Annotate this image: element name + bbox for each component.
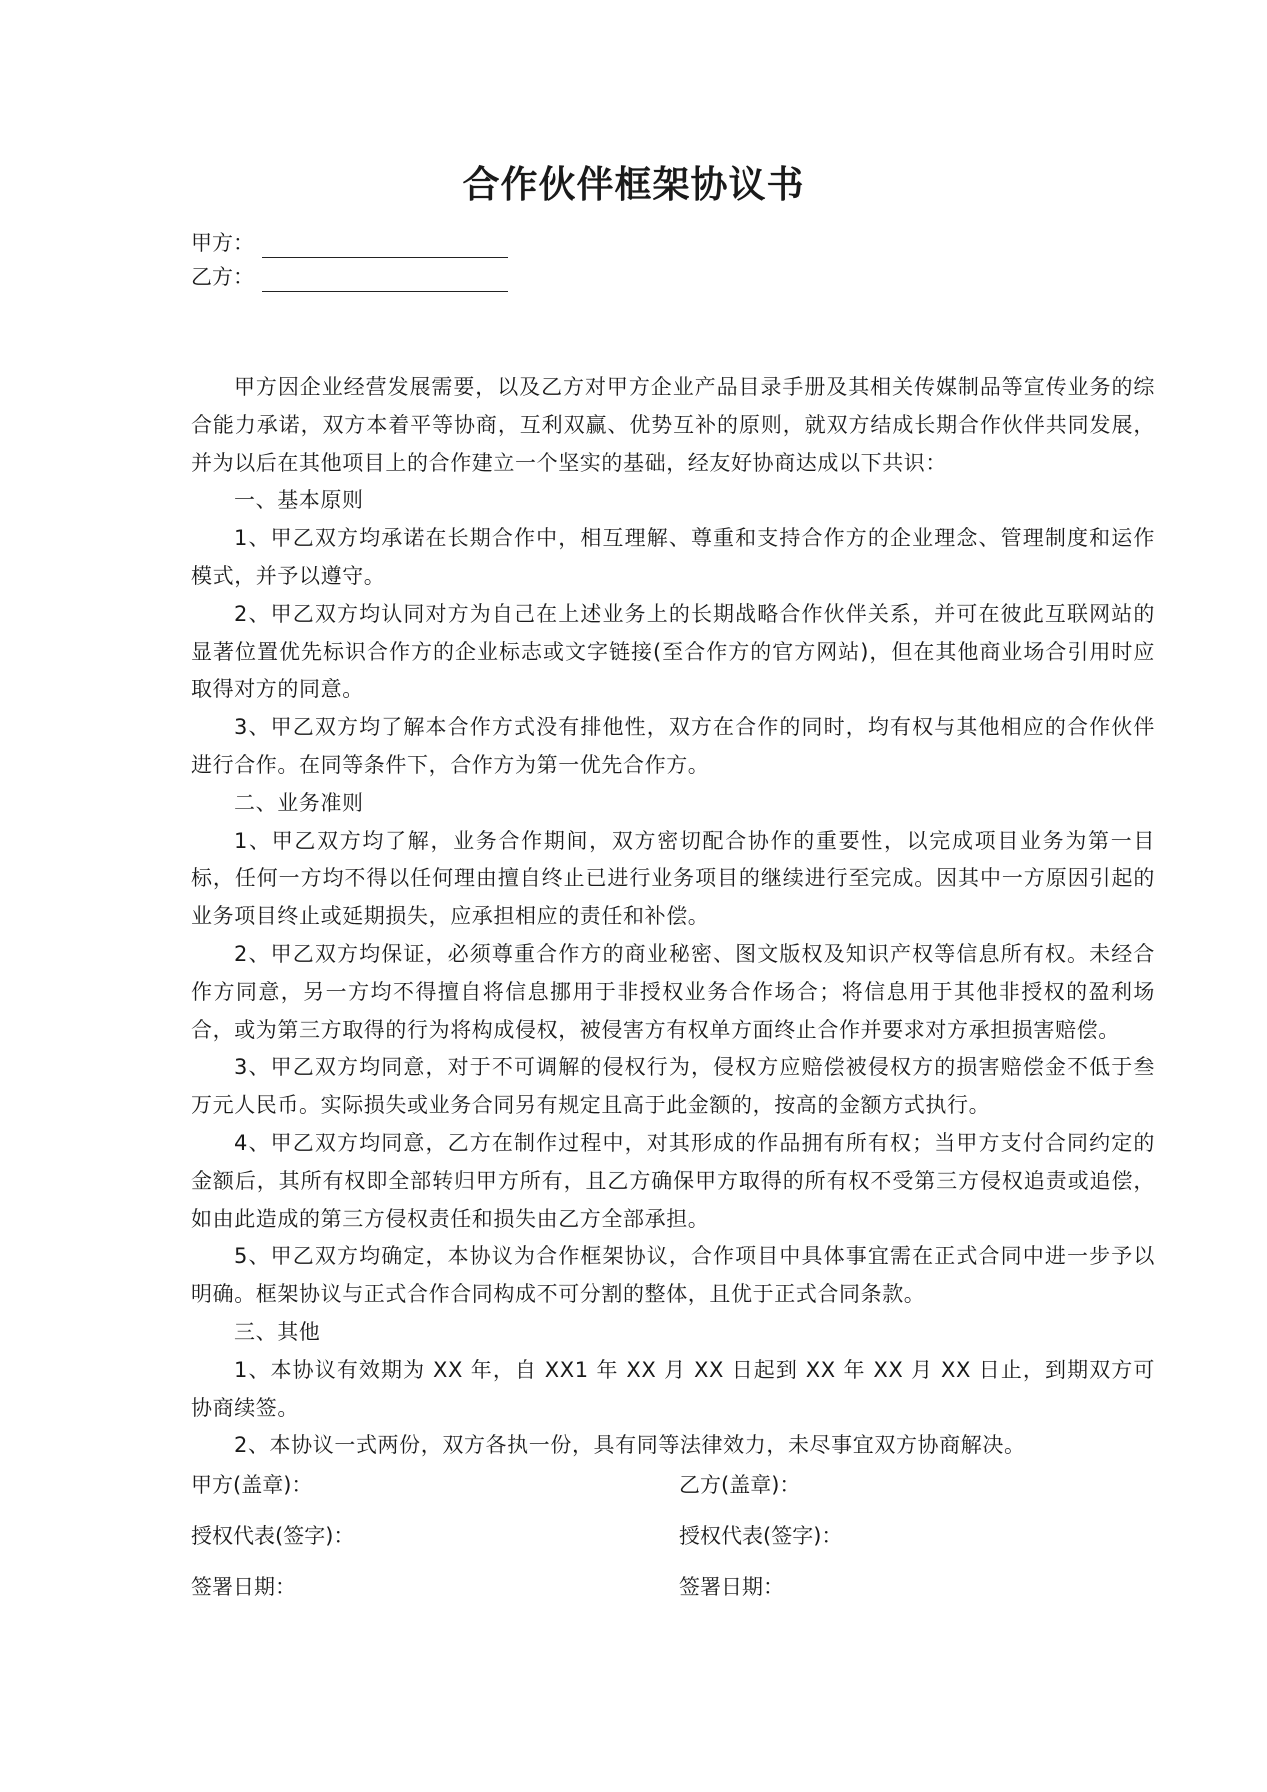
- clause-paragraph: 2、甲乙双方均认同对方为自己在上述业务上的长期战略合作伙伴关系，并可在彼此互联网站的显著位置优先标识合作方的企业标志或文字链接(至合作方的官方网站)，但在其他商业场合引用时应取得对方的同意。: [191, 601, 1155, 702]
- intro-paragraph: 甲方因企业经营发展需要，以及乙方对甲方企业产品目录手册及其相关传媒制品等宣传业务的综合能力承诺，双方本着平等协商，互利双赢、优势互补的原则，就双方结成长期合作伙伴共同发展，并为以后在其他项目上的合作建立一个坚实的基础，经友好协商达成以下共识：: [191, 375, 1155, 475]
- clause-paragraph: 5、甲乙双方均确定，本协议为合作框架协议，合作项目中具体事宜需在正式合同中进一步予以明确。框架协议与正式合作合同构成不可分割的整体，且优于正式合同条款。: [191, 1244, 1155, 1307]
- signature-block: [191, 1470, 1155, 1623]
- clause-paragraph: 2、甲乙双方均保证，必须尊重合作方的商业秘密、图文版权及知识产权等信息所有权。未经合作方同意，另一方均不得擅自将信息挪用于非授权业务合作场合；将信息用于其他非授权的盈利场合，或为第三方取得的行为将构成侵权，被侵害方有权单方面终止合作并要求对方承担损害赔偿。: [191, 941, 1155, 1042]
- party-b-rep-label: 授权代表(签字)：: [679, 1524, 843, 1548]
- party-a-seal-label: 甲方(盖章)：: [191, 1473, 313, 1497]
- party-b-seal-label: 乙方(盖章)：: [679, 1473, 801, 1497]
- agreement-body: [191, 369, 1155, 1465]
- clause-paragraph: 4、甲乙双方均同意，乙方在制作过程中，对其形成的作品拥有所有权；当甲方支付合同约定的金额后，其所有权即全部转归甲方所有，且乙方确保甲方取得的所有权不受第三方侵权追责或追偿，如由此造成的第三方侵权责任和损失由乙方全部承担。: [191, 1130, 1155, 1231]
- party-b-label: 乙方：: [191, 265, 254, 289]
- section-heading-basic-principles: 一、基本原则: [234, 488, 364, 513]
- party-a-rep-label: 授权代表(签字)：: [191, 1524, 355, 1548]
- clause-paragraph: 1、甲乙双方均承诺在长期合作中，相互理解、尊重和支持合作方的企业理念、管理制度和运作模式，并予以遵守。: [191, 526, 1155, 588]
- document-title: 合作伙伴框架协议书: [462, 163, 805, 206]
- party-a-label: 甲方：: [191, 231, 254, 255]
- clause-paragraph: 2、本协议一式两份，双方各执一份，具有同等法律效力，未尽事宜双方协商解决。: [234, 1433, 1026, 1458]
- section-heading-other: 三、其他: [234, 1319, 321, 1344]
- clause-paragraph: 1、本协议有效期为 XX 年，自 XX1 年 XX 月 XX 日起到 XX 年 XX 月 XX 日止，到期双方可协商续签。: [191, 1357, 1155, 1420]
- party-b-field: [191, 262, 508, 292]
- section-heading-business-rules: 二、业务准则: [234, 790, 364, 815]
- date-row: [191, 1572, 1155, 1623]
- clause-paragraph: 1、甲乙双方均了解，业务合作期间，双方密切配合协作的重要性，以完成项目业务为第一目标，任何一方均不得以任何理由擅自终止已进行业务项目的继续进行至完成。因其中一方原因引起的业务项目终止或延期损失，应承担相应的责任和补偿。: [191, 828, 1155, 929]
- representative-row: [191, 1521, 1155, 1572]
- party-b-blank-line: [262, 269, 508, 292]
- party-b-date-label: 签署日期：: [679, 1575, 784, 1599]
- seal-row: [191, 1470, 1155, 1521]
- clause-paragraph: 3、甲乙双方均了解本合作方式没有排他性，双方在合作的同时，均有权与其他相应的合作伙伴进行合作。在同等条件下，合作方为第一优先合作方。: [191, 715, 1155, 777]
- party-a-blank-line: [262, 235, 508, 258]
- clause-paragraph: 3、甲乙双方均同意，对于不可调解的侵权行为，侵权方应赔偿被侵权方的损害赔偿金不低于叁万元人民币。实际损失或业务合同另有规定且高于此金额的，按高的金额方式执行。: [191, 1055, 1155, 1118]
- party-a-field: [191, 228, 508, 258]
- party-a-date-label: 签署日期：: [191, 1575, 296, 1599]
